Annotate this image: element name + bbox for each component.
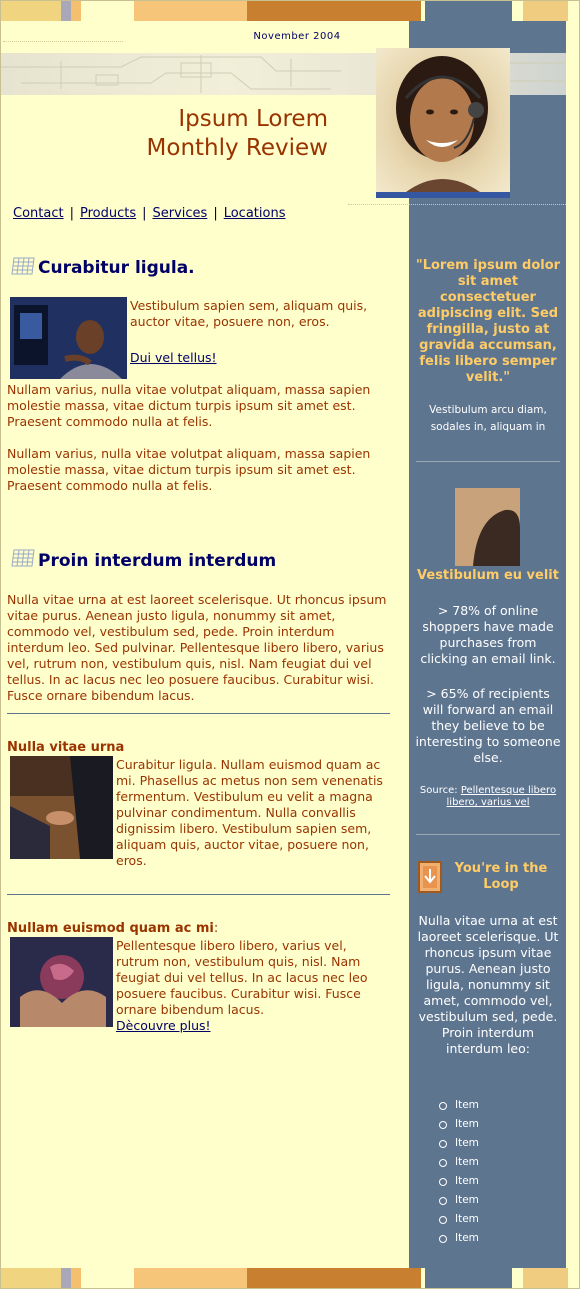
list-item: Item bbox=[439, 1229, 479, 1248]
nav-dotted-rule bbox=[348, 204, 566, 205]
nav-contact[interactable]: Contact bbox=[13, 206, 64, 221]
download-arrow-icon bbox=[418, 861, 442, 893]
photo-hands-holding-globe bbox=[10, 937, 113, 1027]
right-margin bbox=[566, 21, 579, 1268]
sidebar-stat-1: > 78% of online shoppers have made purchases from clicking an email link. bbox=[420, 603, 556, 666]
top-navigation: Contact | Products | Services | Locations bbox=[13, 206, 286, 221]
article2-text: Pellentesque libero libero, varius vel, rutrum non, vestibulum quis, nisl. Nam feugiat dui vel tellus. In ac lacus nec leo posuere faucibus. Curabitur wisi. Fusce ornare bibendum lacus. bbox=[116, 938, 368, 1017]
sidebar-divider bbox=[416, 461, 560, 462]
divider bbox=[7, 713, 390, 714]
list-item: Item bbox=[439, 1210, 479, 1229]
header-dotted-rule bbox=[3, 41, 123, 42]
sidebar-source: Source: Pellentesque libero libero, varius vel bbox=[419, 785, 557, 808]
sidebar-source-link[interactable]: Pellentesque libero libero, varius vel bbox=[446, 785, 557, 808]
headset-woman-illustration bbox=[376, 48, 510, 192]
divider bbox=[7, 894, 390, 895]
article-heading-nulla-vitae-urna: Nulla vitae urna bbox=[7, 740, 125, 755]
sidebar-quote-caption: Vestibulum arcu diam, sodales in, aliquam in bbox=[429, 404, 547, 433]
grid-icon bbox=[10, 256, 36, 276]
photo-man-at-computer bbox=[10, 297, 127, 379]
list-item: Item bbox=[439, 1115, 479, 1134]
section-heading-proin: Proin interdum interdum bbox=[38, 551, 277, 571]
list-item: Item bbox=[439, 1096, 479, 1115]
circle-bullet-icon bbox=[439, 1216, 447, 1224]
sidebar-quote: "Lorem ipsum dolor sit amet consectetuer adipiscing elit. Sed fringilla, justo at gravida accumsan, felis libero semper velit." bbox=[415, 258, 561, 385]
list-item: Item bbox=[439, 1134, 479, 1153]
circle-bullet-icon bbox=[439, 1235, 447, 1243]
sidebar-stat-2: > 65% of recipients will forward an email they believe to be interesting to someone else. bbox=[415, 686, 561, 765]
man-at-computer-illustration bbox=[10, 297, 127, 379]
list-item: Item bbox=[439, 1191, 479, 1210]
newsletter-title bbox=[110, 105, 328, 163]
grid-icon bbox=[10, 548, 36, 568]
hands-globe-illustration bbox=[10, 937, 113, 1027]
section1-paragraph-1: Nullam varius, nulla vitae volutpat aliquam, massa sapien molestie massa, vitae dictum turpis ipsum sit amet est. Praesent commodo nulla at felis. bbox=[7, 382, 371, 429]
title-line-2: Monthly Review bbox=[146, 135, 328, 161]
section1-intro: Vestibulum sapien sem, aliquam quis, auctor vitae, posuere non, eros. bbox=[130, 298, 368, 329]
photo-handshake bbox=[10, 756, 113, 859]
section2-paragraph: Nulla vitae urna at est laoreet scelerisque. Ut rhoncus ipsum vitae purus. Aenean justo ligula, nonummy sit amet, commodo vel, vestibulum sed, pede. Proin interdum interdum leo. Sed pulvinar. Pellentesque libero libero, varius vel, rutrum non, vestibulum quis, nisl. Nam feugiat dui vel tellus. In ac lacus nec leo posuere faucibus. Curabitur wisi. Fusce ornare bibendum lacus. bbox=[7, 592, 387, 703]
circle-bullet-icon bbox=[439, 1159, 447, 1167]
sidebar-stats-heading: Vestibulum eu velit bbox=[417, 568, 559, 583]
section1-paragraph-2: Nullam varius, nulla vitae volutpat aliquam, massa sapien molestie massa, vitae dictum turpis ipsum sit amet est. Praesent commodo nulla at felis. bbox=[7, 446, 371, 493]
title-line-1: Ipsum Lorem bbox=[178, 106, 328, 132]
sidebar-item-list bbox=[439, 1096, 479, 1248]
nav-products[interactable]: Products bbox=[79, 206, 137, 221]
list-item: Item bbox=[439, 1172, 479, 1191]
decouvre-plus-link[interactable]: Dècouvre plus! bbox=[116, 1018, 211, 1033]
article-heading-nullam-euismod: Nullam euismod quam ac mi: bbox=[7, 921, 219, 936]
circle-bullet-icon bbox=[439, 1121, 447, 1129]
sidebar-divider bbox=[416, 834, 560, 835]
bottom-stripe bbox=[0, 1268, 580, 1289]
section-heading-curabitur: Curabitur ligula. bbox=[38, 258, 195, 278]
top-stripe bbox=[0, 0, 580, 21]
header-photo-headset-woman bbox=[376, 48, 510, 198]
issue-date: November 2004 bbox=[253, 31, 341, 42]
circle-bullet-icon bbox=[439, 1102, 447, 1110]
article1-text: Curabitur ligula. Nullam euismod quam ac mi. Phasellus ac metus non sem venenatis fermentum. Vestibulum eu velit a magna pulvinar condimentum. Nulla convallis dignissim libero. Vestibulum sapien sem, aliquam quis, auctor vitae, posuere non, eros. bbox=[116, 757, 383, 868]
handshake-illustration bbox=[10, 756, 113, 859]
list-item: Item bbox=[439, 1153, 479, 1172]
circle-bullet-icon bbox=[439, 1178, 447, 1186]
nav-locations[interactable]: Locations bbox=[223, 206, 286, 221]
sidebar-detail-illustration bbox=[455, 488, 520, 566]
sidebar-loop-text: Nulla vitae urna at est laoreet scelerisque. Ut rhoncus ipsum vitae purus. Aenean justo ligula, nonummy sit amet, commodo vel, vestibulum sed, pede. Proin interdum interdum leo: bbox=[417, 913, 559, 1056]
circle-bullet-icon bbox=[439, 1140, 447, 1148]
nav-services[interactable]: Services bbox=[152, 206, 208, 221]
sidebar-loop-heading: You're in the Loop bbox=[454, 861, 548, 892]
dui-vel-tellus-link[interactable]: Dui vel tellus! bbox=[130, 350, 217, 365]
photo-sidebar-detail bbox=[455, 488, 520, 566]
circle-bullet-icon bbox=[439, 1197, 447, 1205]
